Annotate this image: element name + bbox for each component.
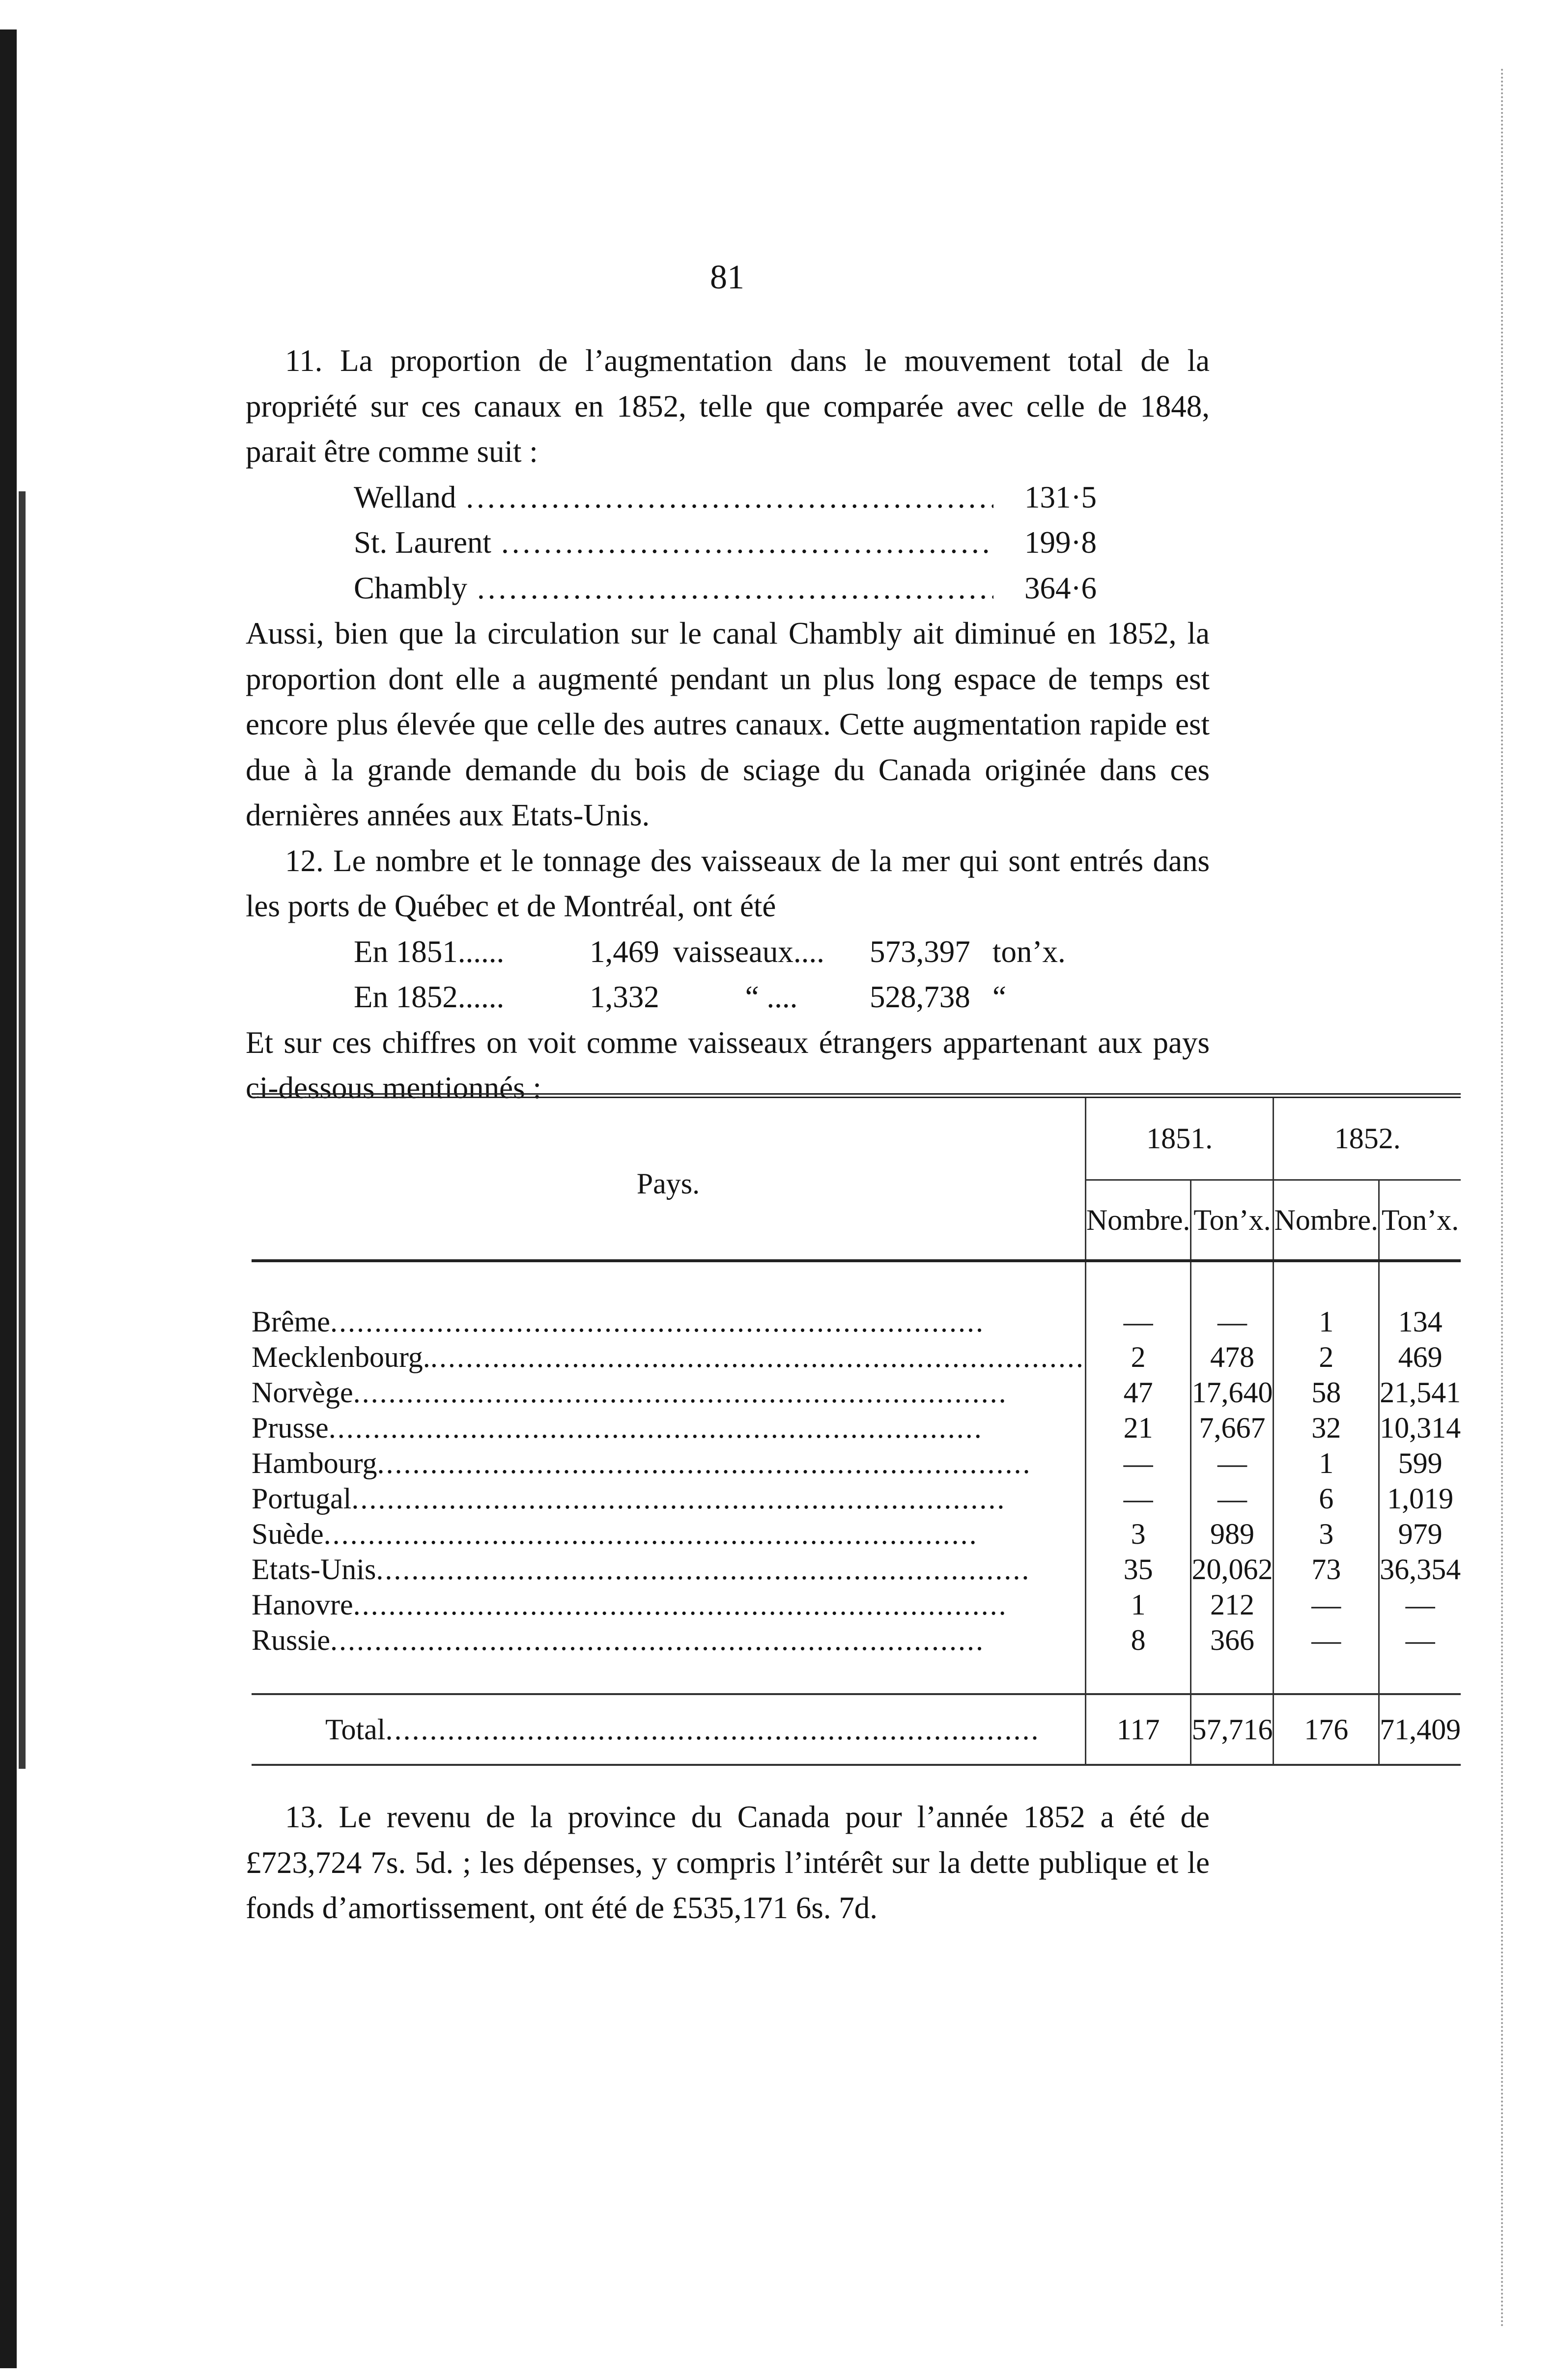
section-11-intro: 11. La proportion de l’augmentation dans le mouvement total de la propriété sur ces canaux en 1852, telle que comparée avec celle de 1848, parait être comme suit : (246, 343, 1210, 469)
section-11 (246, 338, 1210, 1111)
tons-1851: 7,667 (1191, 1410, 1274, 1445)
count-1851: 35 (1085, 1552, 1191, 1587)
vessel-tons: 573,397 (870, 934, 970, 969)
tons-header: Ton’x. (1191, 1180, 1274, 1261)
tons-1852: 1,019 (1379, 1481, 1461, 1516)
tons-1852: — (1379, 1622, 1461, 1658)
country-name: Russie (252, 1624, 331, 1656)
total-tons-1852: 71,409 (1379, 1694, 1461, 1765)
section-12-outro: Et sur ces chiffres on voit comme vaisseaux étrangers appartenant aux pays ci-dessous mentionnés : (246, 1025, 1210, 1105)
country-name: Hambourg (252, 1447, 377, 1479)
count-1851: 1 (1085, 1587, 1191, 1622)
count-1852: 32 (1274, 1410, 1379, 1445)
canal-value: 199·8 (1024, 525, 1097, 560)
country-name: Hanovre (252, 1588, 353, 1621)
section-13-paragraph: 13. Le revenu de la province du Canada pour l’année 1852 a été de £723,724 7s. 5d. ; les dépenses, y compris l’intérêt sur la dette publique et le fonds d’amortissement, ont été de £535,171 6s. 7d. (246, 1800, 1210, 1925)
foreign-vessels-table (252, 1093, 1461, 1795)
count-1852: 2 (1274, 1339, 1379, 1375)
tons-1851: 212 (1191, 1587, 1274, 1622)
count-1851: — (1085, 1481, 1191, 1516)
table-row (252, 1445, 1461, 1481)
tons-1852: 36,354 (1379, 1552, 1461, 1587)
table-row (252, 1516, 1461, 1552)
table-row (252, 1552, 1461, 1587)
year-1852-header: 1852. (1274, 1096, 1461, 1180)
table-row (252, 1587, 1461, 1622)
total-count-1852: 176 (1274, 1694, 1379, 1765)
binding-shadow-inner (19, 491, 26, 1769)
tons-1852: — (1379, 1587, 1461, 1622)
vessel-year-label: En 1851...... (354, 934, 505, 969)
table-row (252, 1410, 1461, 1445)
tons-1851: — (1191, 1304, 1274, 1339)
vessel-tons: 528,738 (870, 980, 970, 1014)
tons-1852: 10,314 (1379, 1410, 1461, 1445)
tons-1852: 979 (1379, 1516, 1461, 1552)
count-1852: 3 (1274, 1516, 1379, 1552)
canal-row (246, 520, 1210, 566)
table-row (252, 1481, 1461, 1516)
dot-leader (466, 475, 993, 520)
country-header: Pays. (636, 1167, 700, 1200)
tons-1852: 134 (1379, 1304, 1461, 1339)
tons-1851: — (1191, 1445, 1274, 1481)
page-edge (1501, 69, 1506, 2329)
country-name: Suède (252, 1518, 324, 1550)
canal-name: Chambly (354, 570, 467, 605)
year-1851-header: 1851. (1085, 1096, 1274, 1180)
vessel-year-label: En 1852...... (354, 980, 505, 1014)
canal-value: 131·5 (1024, 480, 1097, 514)
count-1852: — (1274, 1587, 1379, 1622)
count-1852: 6 (1274, 1481, 1379, 1516)
section-12-intro: 12. Le nombre et le tonnage des vaisseaux de la mer qui sont entrés dans les ports de Québec et de Montréal, ont été (246, 843, 1210, 923)
table-header-row (252, 1096, 1461, 1180)
dot-leader (477, 566, 993, 611)
tons-1851: 989 (1191, 1516, 1274, 1552)
country-name: Portugal (252, 1482, 352, 1515)
count-header: Nombre. (1085, 1180, 1191, 1261)
vessel-year-row (246, 974, 1210, 1020)
count-1852: 73 (1274, 1552, 1379, 1587)
total-count-1851: 117 (1085, 1694, 1191, 1765)
canal-value: 364·6 (1024, 570, 1097, 605)
vessel-year-row (246, 929, 1210, 975)
canal-name: Welland (354, 480, 456, 514)
tons-header: Ton’x. (1379, 1180, 1461, 1261)
vessel-tons-unit: ton’x. (992, 934, 1066, 969)
vessel-count: 1,469 (590, 934, 659, 969)
table-spacer-row (252, 1261, 1461, 1304)
count-1851: 8 (1085, 1622, 1191, 1658)
vessel-unit: “ .... (745, 980, 798, 1014)
count-1851: 21 (1085, 1410, 1191, 1445)
table-row (252, 1375, 1461, 1410)
count-1851: 2 (1085, 1339, 1191, 1375)
tons-1851: 366 (1191, 1622, 1274, 1658)
count-header: Nombre. (1274, 1180, 1379, 1261)
tons-1852: 599 (1379, 1445, 1461, 1481)
count-1852: 58 (1274, 1375, 1379, 1410)
total-row (252, 1694, 1461, 1765)
count-1851: — (1085, 1445, 1191, 1481)
count-1851: — (1085, 1304, 1191, 1339)
vessel-tons-unit: “ (992, 980, 1006, 1014)
country-name: Etats-Unis (252, 1553, 376, 1586)
table-row (252, 1304, 1461, 1339)
canal-name: St. Laurent (354, 525, 491, 560)
count-1852: 1 (1274, 1304, 1379, 1339)
canal-row (246, 566, 1210, 611)
count-1852: — (1274, 1622, 1379, 1658)
tons-1851: 20,062 (1191, 1552, 1274, 1587)
canal-row (246, 475, 1210, 520)
table-row (252, 1339, 1461, 1375)
tons-1851: 478 (1191, 1339, 1274, 1375)
country-name: Prusse (252, 1412, 329, 1444)
count-1851: 3 (1085, 1516, 1191, 1552)
vessel-unit: vaisseaux.... (673, 934, 824, 969)
country-name: Norvège (252, 1376, 353, 1409)
tons-1851: 17,640 (1191, 1375, 1274, 1410)
total-label: Total (325, 1713, 386, 1746)
table-row (252, 1622, 1461, 1658)
total-tons-1851: 57,716 (1191, 1694, 1274, 1765)
binding-shadow (0, 29, 17, 2368)
count-1852: 1 (1274, 1445, 1379, 1481)
table-bottom-rule (252, 1765, 1461, 1795)
section-13 (246, 1794, 1210, 1931)
tons-1852: 21,541 (1379, 1375, 1461, 1410)
page-number: 81 (710, 258, 744, 296)
table-spacer-row (252, 1658, 1461, 1694)
tons-1851: — (1191, 1481, 1274, 1516)
country-name: Brême (252, 1305, 330, 1338)
country-name: Mecklenbourg. (252, 1341, 430, 1373)
count-1851: 47 (1085, 1375, 1191, 1410)
tons-1852: 469 (1379, 1339, 1461, 1375)
section-11-paragraph: Aussi, bien que la circulation sur le canal Chambly ait diminué en 1852, la proportion dont elle a augmenté pendant un plus long espace de temps est encore plus élevée que celle des autres canaux. Cette augmentation rapide est due à la grande demande du bois de sciage du Canada originée dans ces dernières années aux Etats-Unis. (246, 616, 1210, 832)
dot-leader (501, 520, 993, 566)
vessel-count: 1,332 (590, 980, 659, 1014)
